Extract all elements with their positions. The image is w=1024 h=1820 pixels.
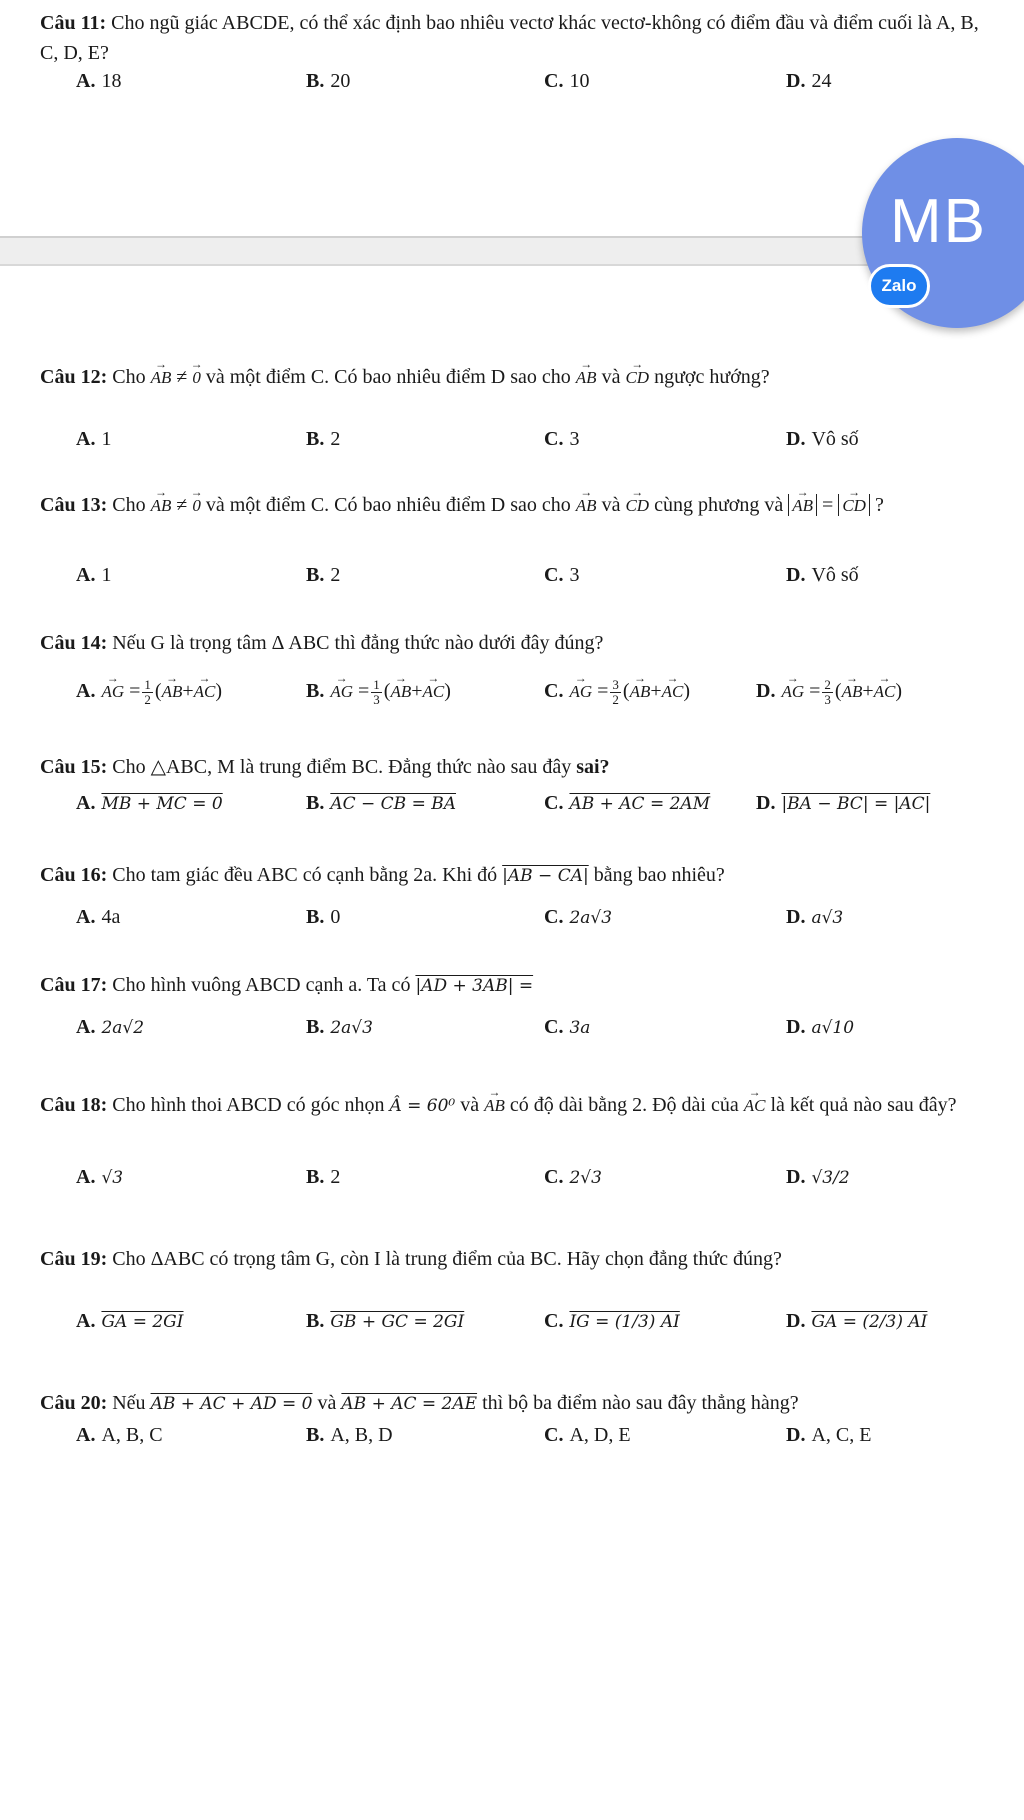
option-c[interactable]: C. AB + AC = 2AM	[544, 792, 711, 814]
option-d[interactable]: D. 24	[786, 70, 832, 92]
options-17	[0, 1012, 980, 1042]
question-number: Câu 17:	[40, 974, 108, 996]
option-a[interactable]: A. MB + MC = 0	[76, 792, 223, 814]
option-c[interactable]: C. 3	[544, 428, 580, 450]
option-c[interactable]: C. 10	[544, 70, 590, 92]
options-15	[0, 788, 980, 818]
option-d[interactable]: D. GA = (2/3) AI	[786, 1310, 928, 1332]
question-12: Câu 12: Cho → AB ≠ → 0 và một điểm C. Có bao nhiêu điểm D sao cho → AB và → CD ngược hướng?	[40, 362, 980, 393]
question-15: Câu 15: Cho △ABC, M là trung điểm BC. Đẳng thức nào sau đây sai?	[40, 756, 610, 778]
option-b[interactable]: B. AC − CB = BA	[306, 792, 457, 814]
option-c[interactable]: C. 3a	[544, 1016, 591, 1038]
zalo-icon[interactable]: Zalo	[868, 264, 930, 308]
options-13	[0, 560, 980, 590]
question-14	[40, 628, 980, 658]
question-17: Câu 17: Cho hình vuông ABCD cạnh a. Ta có |AD + 3AB| =	[40, 974, 534, 996]
option-a[interactable]: A. 4a	[76, 906, 121, 928]
option-c[interactable]: C.→ AG = $\frac{3}{2}$ (→ AB+→ AC)	[544, 676, 690, 707]
question-text: Cho ΔABC có trọng tâm G, còn I là trung điểm của BC. Hãy chọn đẳng thức đúng?	[112, 1248, 782, 1270]
option-a[interactable]: A. 1	[76, 428, 112, 450]
options-20	[0, 1420, 980, 1450]
option-d[interactable]: D. |BA − BC| = |AC|	[756, 792, 931, 814]
option-d[interactable]: D. A, C, E	[786, 1424, 872, 1446]
option-c[interactable]: C. 3	[544, 564, 580, 586]
option-b[interactable]: B. 2	[306, 564, 341, 586]
options-16	[0, 902, 980, 932]
option-b[interactable]: B. 20	[306, 70, 351, 92]
question-20: Câu 20: Nếu AB + AC + AD = 0 và AB + AC = 2AE thì bộ ba điểm nào sau đây thẳng hàng?	[40, 1392, 799, 1414]
option-b[interactable]: B. 2	[306, 1166, 341, 1188]
question-number: Câu 19:	[40, 1248, 108, 1270]
question-number: Câu 13:	[40, 494, 108, 516]
options-14	[0, 676, 980, 706]
option-b[interactable]: B. GB + GC = 2GI	[306, 1310, 465, 1332]
question-19	[40, 1244, 980, 1274]
option-d[interactable]: D. a√10	[786, 1016, 855, 1038]
question-18: Câu 18: Cho hình thoi ABCD có góc nhọn Â = 60⁰ và → AB có độ dài bằng 2. Độ dài của → AC là kết quả nào sau đây?	[40, 1090, 980, 1121]
question-number: Câu 15:	[40, 756, 108, 778]
question-number: Câu 18:	[40, 1094, 108, 1116]
option-c[interactable]: C. A, D, E	[544, 1424, 631, 1446]
option-a[interactable]: A. √3	[76, 1166, 124, 1188]
option-b[interactable]: B. 2a√3	[306, 1016, 373, 1038]
option-d[interactable]: D.→ AG = $\frac{2}{3}$ (→ AB+→ AC)	[756, 676, 902, 707]
question-number: Câu 14:	[40, 632, 108, 654]
option-b[interactable]: B. A, B, D	[306, 1424, 393, 1446]
option-d[interactable]: D. Vô số	[786, 564, 859, 586]
option-a[interactable]: A. A, B, C	[76, 1424, 163, 1446]
question-number: Câu 11:	[40, 12, 107, 34]
option-b[interactable]: B. 2	[306, 428, 341, 450]
option-d[interactable]: D. a√3	[786, 906, 844, 928]
options-19	[0, 1306, 980, 1336]
option-d[interactable]: D. Vô số	[786, 428, 859, 450]
question-number: Câu 16:	[40, 864, 108, 886]
option-a[interactable]: A. 1	[76, 564, 112, 586]
option-a[interactable]: A.→ AG = $\frac{1}{2}$ (→ AB+→ AC)	[76, 676, 222, 707]
question-text: Nếu G là trọng tâm Δ ABC thì đẳng thức nào dưới đây đúng?	[112, 632, 604, 654]
option-b[interactable]: B. 0	[306, 906, 341, 928]
options-11	[0, 66, 980, 96]
question-text: Cho ngũ giác ABCDE, có thể xác định bao nhiêu vectơ khác vectơ-không có điểm đầu và điểm cuối là A, B, C, D, E?	[40, 12, 979, 64]
question-13: Câu 13: Cho → AB ≠ → 0 và một điểm C. Có bao nhiêu điểm D sao cho → AB và → CD cùng phương và → AB = → CD ?	[40, 490, 980, 521]
options-18	[0, 1162, 980, 1192]
option-a[interactable]: A. 2a√2	[76, 1016, 145, 1038]
option-a[interactable]: A. 18	[76, 70, 122, 92]
option-c[interactable]: C. 2√3	[544, 1166, 602, 1188]
option-d[interactable]: D. √3/2	[786, 1166, 850, 1188]
question-number: Câu 12:	[40, 366, 108, 388]
option-c[interactable]: C. IG = (1/3) AI	[544, 1310, 680, 1332]
question-16: Câu 16: Cho tam giác đều ABC có cạnh bằng 2a. Khi đó |AB − CA| bằng bao nhiêu?	[40, 864, 725, 886]
option-b[interactable]: B.→ AG = $\frac{1}{3}$ (→ AB+→ AC)	[306, 676, 451, 707]
question-number: Câu 20:	[40, 1392, 108, 1414]
option-c[interactable]: C. 2a√3	[544, 906, 613, 928]
options-12	[0, 424, 980, 454]
question-11	[40, 8, 980, 68]
mb-logo-text: MB	[890, 187, 987, 256]
option-a[interactable]: A. GA = 2GI	[76, 1310, 184, 1332]
